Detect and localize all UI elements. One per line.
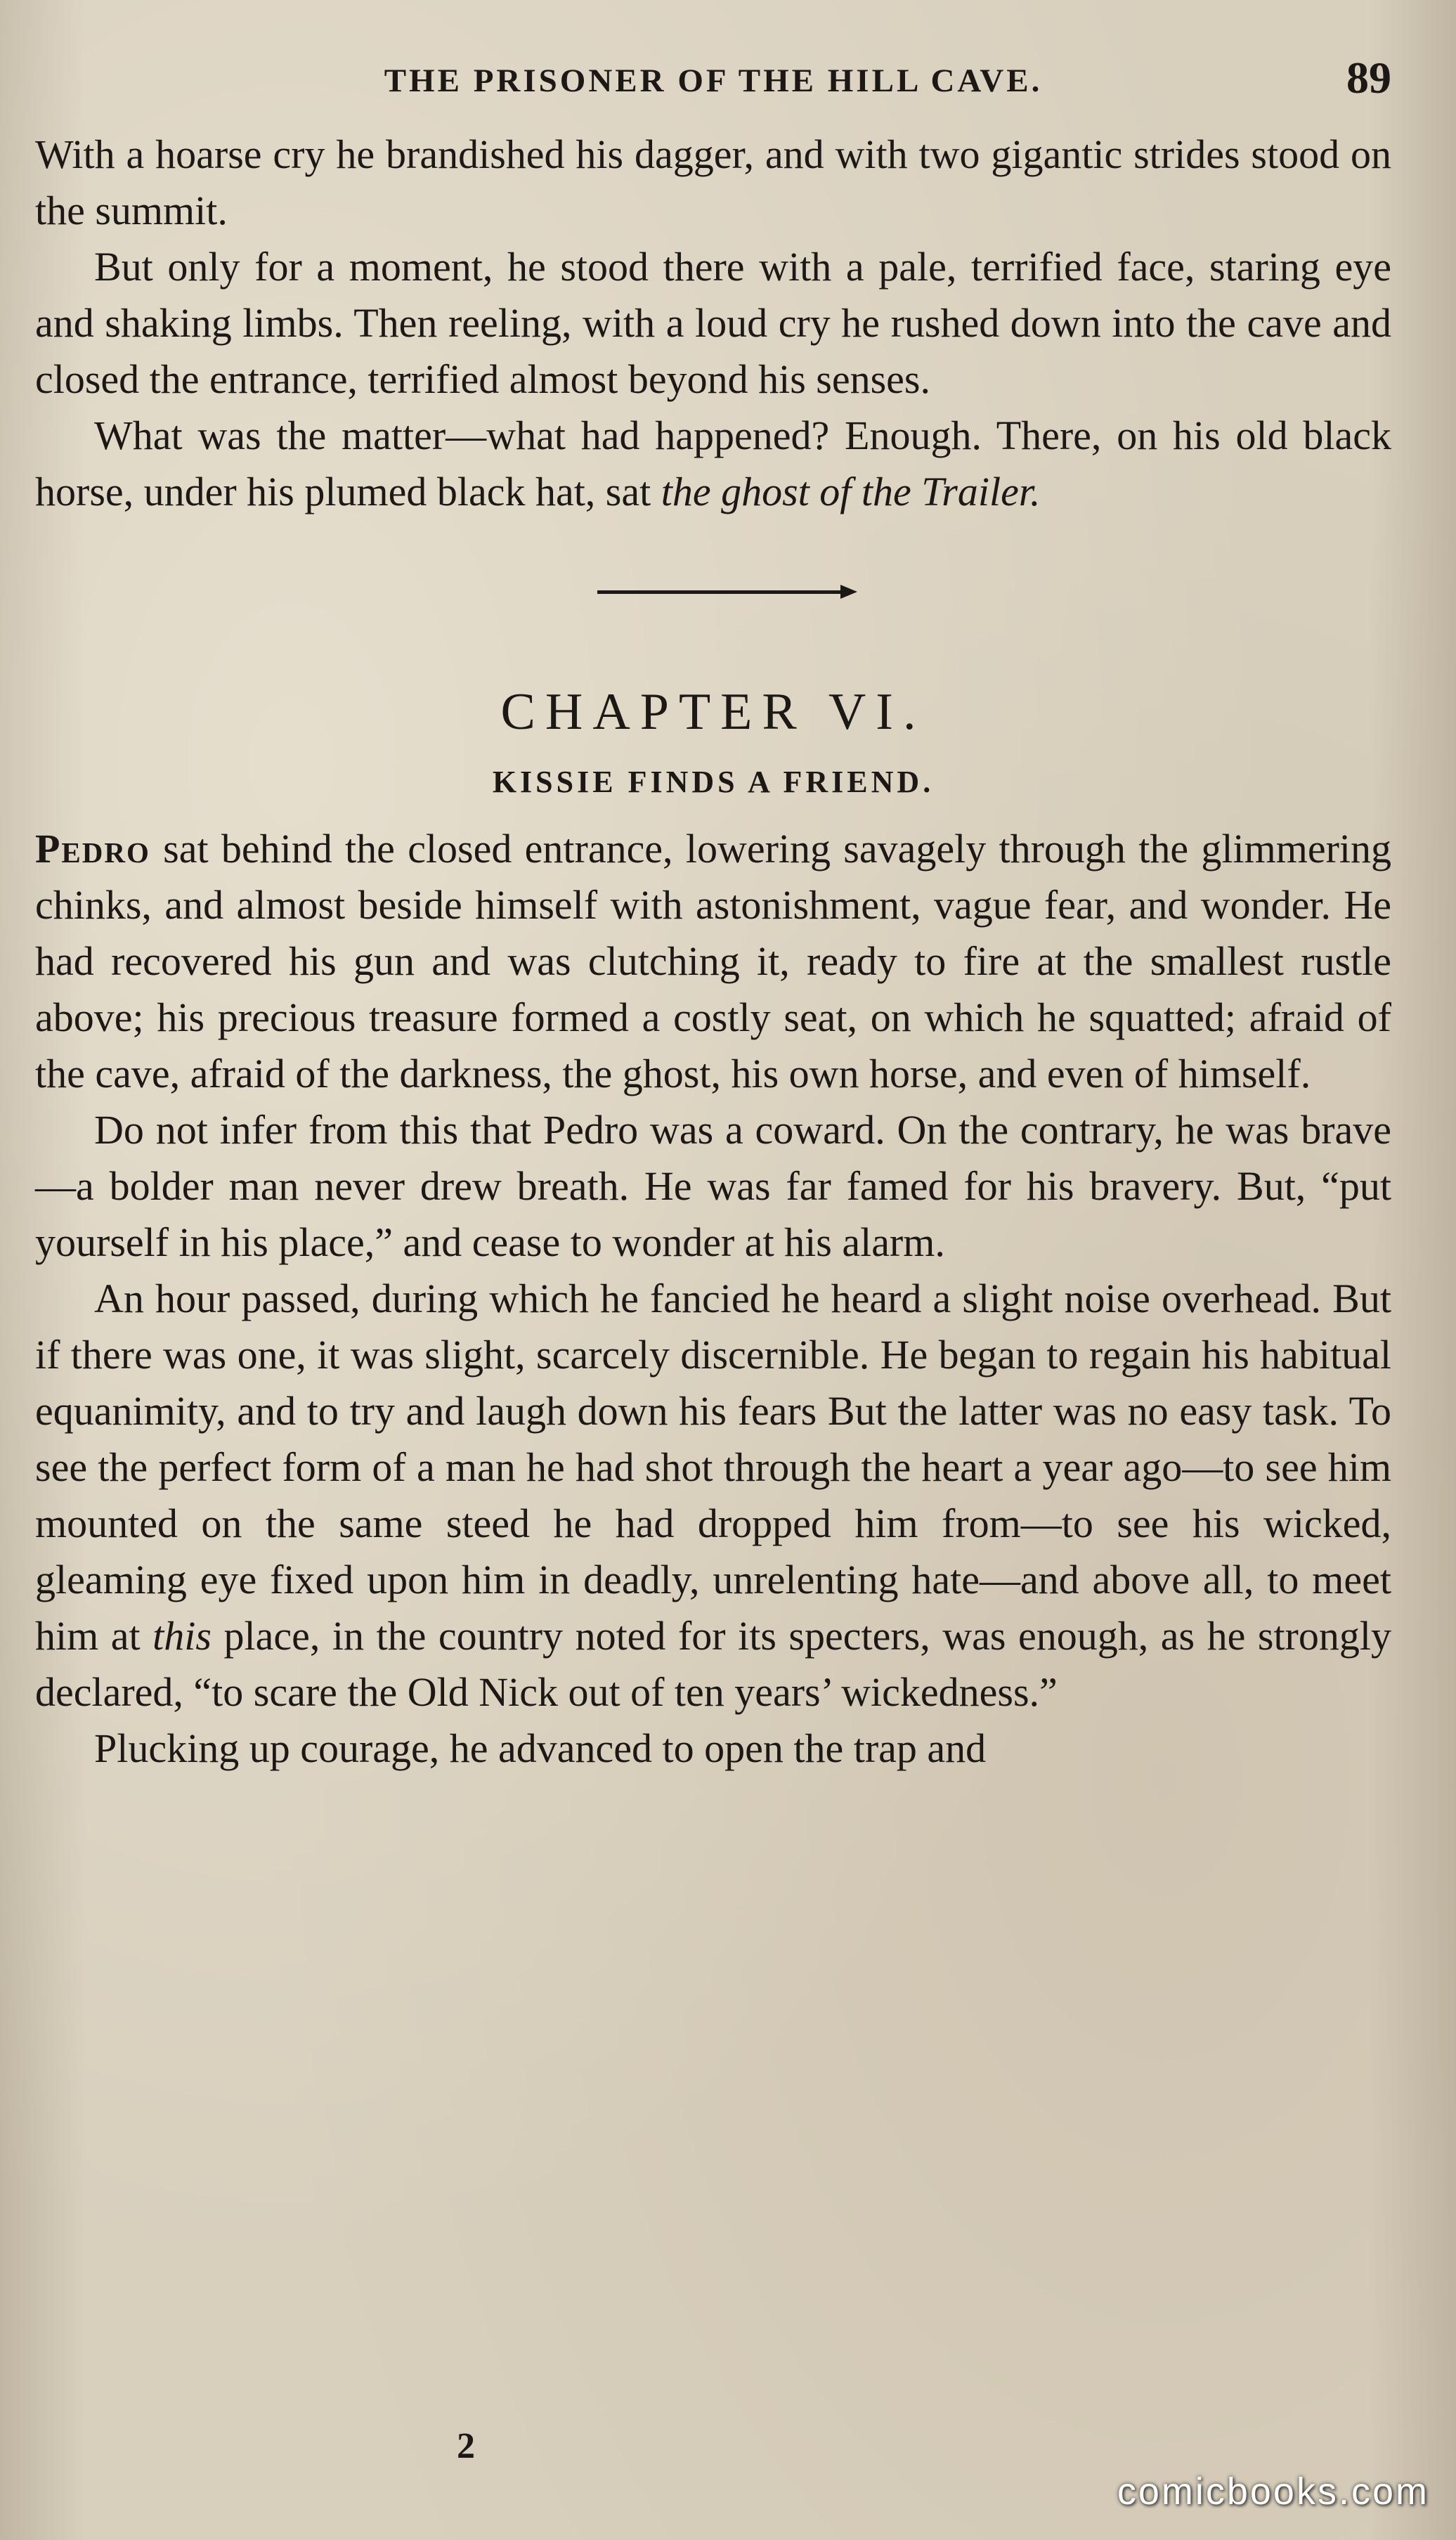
signature-mark: 2 <box>457 2426 475 2466</box>
watermark: comicbooks.com <box>1117 2470 1429 2513</box>
paragraph: Plucking up courage, he advanced to open the trap and <box>94 1725 987 1771</box>
paragraph: But only for a moment, he stood there with a pale, terrified face, staring eye and shaking limbs. Then reeling, with a loud cry he rushed down into the cave and closed the entrance, terrified almost beyond his senses. <box>35 244 1391 402</box>
book-page <box>35 49 1391 2495</box>
paragraph-text: place, in the country noted for its specters, was enough, as he strongly declared, “to scare the Old Nick out of ten years’ wickedness.” <box>35 1613 1391 1715</box>
page-number: 89 <box>1346 53 1391 103</box>
italic-phrase: the ghost of the Trailer. <box>661 469 1041 514</box>
paragraph <box>35 408 1391 520</box>
paragraph <box>35 821 1391 1102</box>
section-divider-arrow-icon <box>35 520 1391 661</box>
paragraph-text: An hour passed, during which he fancied he heard a slight noise overhead. But if there was one, it was slight, scarcely discernible. He began to regain his habitual equanimity, and to try and laugh down his fears But the latter was no easy task. To see the perfect form of a man he had shot through the heart a year ago—to see him mounted on the same steed he had dropped him from—to see his wicked, gleaming eye fixed upon him in deadly, unrelenting hate—and above all, to meet him at <box>35 1276 1391 1659</box>
paragraph <box>35 1271 1391 1721</box>
paragraph: Do not infer from this that Pedro was a coward. On the contrary, he was brave—a bolder man never drew breath. He was far famed for his bravery. But, “put yourself in his place,” and cease to wonder at his alarm. <box>35 1107 1391 1265</box>
paragraph: With a hoarse cry he brandished his dagger, and with two gigantic strides stood on the summit. <box>35 131 1391 233</box>
chapter-subtitle: KISSIE FINDS A FRIEND. <box>492 765 935 799</box>
paragraph-text: sat behind the closed entrance, lowering savagely through the glimmering chinks, and almost beside himself with astonishment, vague fear, and wonder. He had recovered his gun and was clutching it, ready to fire at the smallest rustle above; his precious treasure formed a costly seat, on which he squatted; afraid of the cave, afraid of the darkness, the ghost, his own horse, and even of himself. <box>35 826 1391 1096</box>
running-head <box>35 49 1391 127</box>
chapter-heading: CHAPTER VI. <box>500 683 926 741</box>
running-title: THE PRISONER OF THE HILL CAVE. <box>384 63 1043 99</box>
text-before-chapter <box>35 127 1391 520</box>
paragraph-text: What was the matter—what had happened? Enough. There, on his old black horse, under his plumed black hat, sat <box>35 413 1391 514</box>
divider-arrowhead <box>840 585 857 599</box>
divider-line <box>597 590 843 594</box>
chapter-text <box>35 821 1391 1777</box>
lead-word: Pedro <box>35 826 150 871</box>
italic-word: this <box>152 1613 212 1659</box>
